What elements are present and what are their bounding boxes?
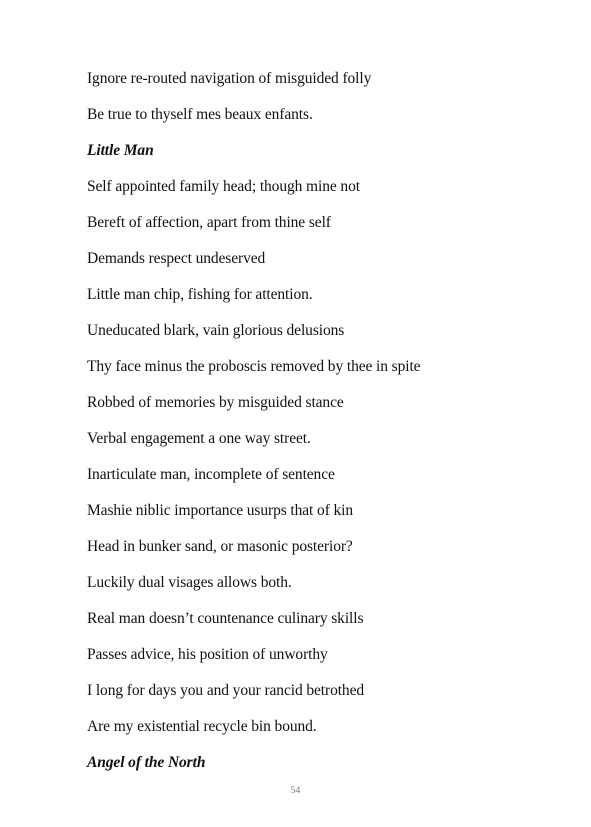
poem-line: Uneducated blark, vain glorious delusions xyxy=(87,322,345,339)
poem-line: Ignore re-routed navigation of misguided folly xyxy=(87,70,372,87)
poem-line: Thy face minus the proboscis removed by thee in spite xyxy=(87,358,421,375)
poem-line: Passes advice, his position of unworthy xyxy=(87,646,328,663)
poem-line: Real man doesn’t countenance culinary skills xyxy=(87,610,364,627)
poem-line: Self appointed family head; though mine not xyxy=(87,178,360,195)
poem-line: I long for days you and your rancid betrothed xyxy=(87,682,365,699)
poem-line: Head in bunker sand, or masonic posterior? xyxy=(87,538,353,555)
poem-line: Luckily dual visages allows both. xyxy=(87,574,292,591)
poem-title-little-man: Little Man xyxy=(87,142,154,159)
poem-line: Verbal engagement a one way street. xyxy=(87,430,311,447)
page-number: 54 xyxy=(290,786,301,796)
poem-line: Bereft of affection, apart from thine self xyxy=(87,214,331,231)
poem-line: Robbed of memories by misguided stance xyxy=(87,394,344,411)
poem-line: Little man chip, fishing for attention. xyxy=(87,286,313,303)
poem-line: Demands respect undeserved xyxy=(87,250,266,267)
poem-title-angel-of-the-north: Angel of the North xyxy=(87,754,206,771)
poem-line: Are my existential recycle bin bound. xyxy=(87,718,317,735)
poem-text xyxy=(87,68,567,788)
poem-line: Be true to thyself mes beaux enfants. xyxy=(87,106,313,123)
poem-line: Mashie niblic importance usurps that of kin xyxy=(87,502,354,519)
poem-line: Inarticulate man, incomplete of sentence xyxy=(87,466,335,483)
